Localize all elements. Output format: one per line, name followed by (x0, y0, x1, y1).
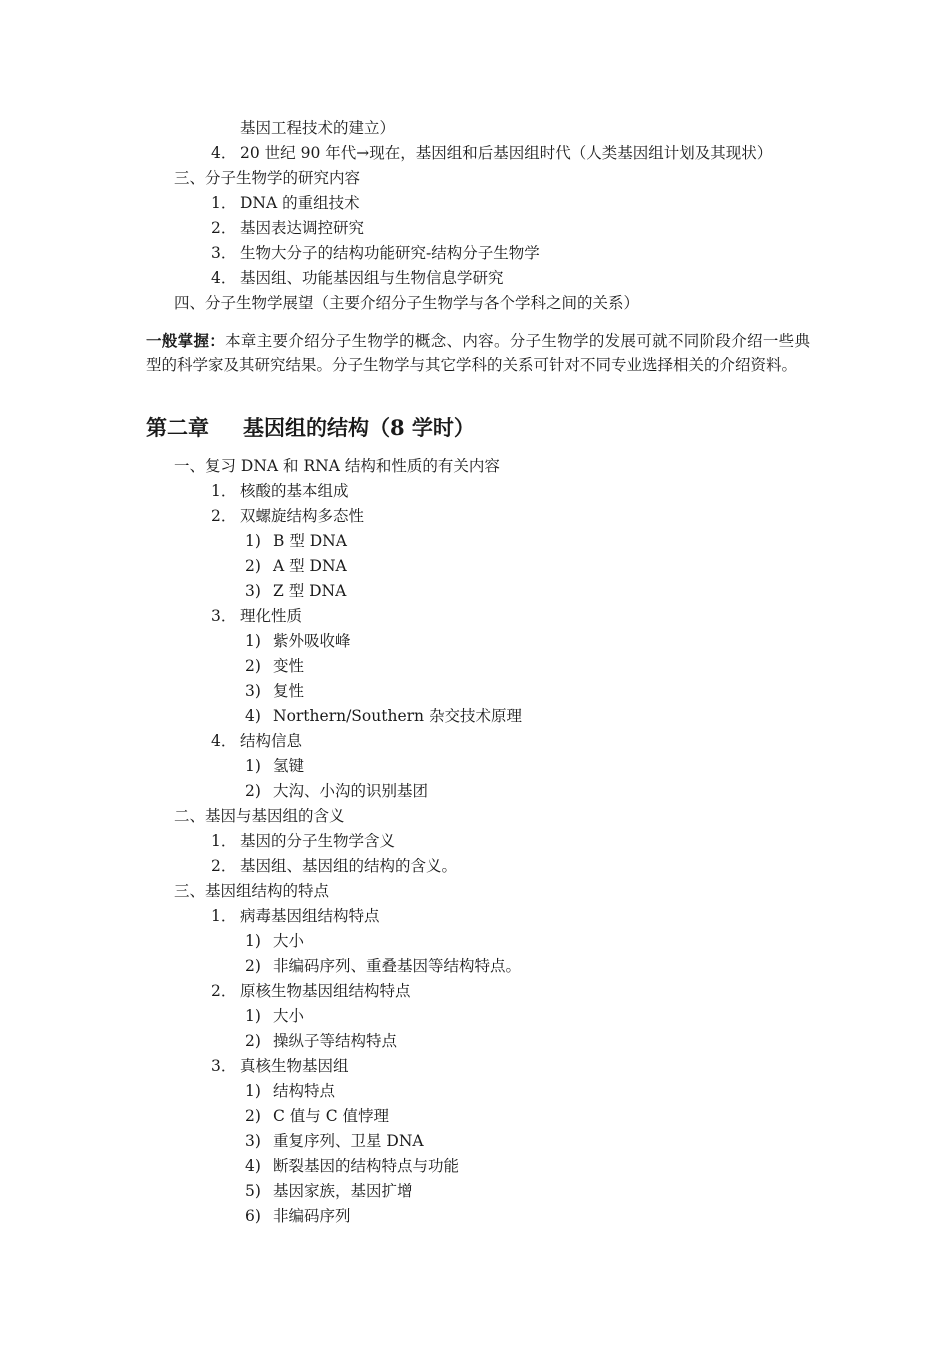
sub-number: 2) (245, 657, 261, 675)
sub-number: 1) (245, 532, 261, 550)
sub-number: 2) (245, 957, 261, 975)
section-heading: 一、复习 DNA 和 RNA 结构和性质的有关内容 (174, 457, 500, 475)
item-text: 理化性质 (240, 607, 303, 625)
sub-item (245, 1081, 335, 1101)
sub-text: 结构特点 (273, 1082, 336, 1100)
summary-text: 本章主要介绍分子生物学的概念、内容。分子生物学的发展可就不同阶段介绍一些典型的科学家及其研究结果。分子生物学与其它学科的关系可针对不同专业选择相关的介绍资料。 (146, 332, 810, 374)
continuation-line: 基因工程技术的建立） (240, 119, 396, 137)
item-text: 双螺旋结构多态性 (240, 507, 365, 525)
item-text: 原核生物基因组结构特点 (240, 982, 411, 1000)
summary-paragraph (146, 329, 810, 377)
chapter-name: 基因组的结构（8 学时） (243, 415, 475, 440)
sub-item (245, 681, 304, 701)
item-text: 结构信息 (240, 732, 303, 750)
item-text: 真核生物基因组 (240, 1057, 349, 1075)
sub-text: C 值与 C 值悖理 (273, 1107, 390, 1125)
list-item (211, 1056, 349, 1076)
sub-item (245, 531, 347, 551)
item-number: 4． (211, 144, 237, 162)
sub-item (245, 1131, 424, 1151)
sub-item (245, 1181, 413, 1201)
chapter-title (146, 414, 475, 442)
sub-item (245, 781, 428, 801)
list-item (211, 831, 395, 851)
sub-number: 1) (245, 757, 261, 775)
item-text: 核酸的基本组成 (240, 482, 349, 500)
sub-item (245, 756, 304, 776)
sub-text: 操纵子等结构特点 (273, 1032, 398, 1050)
sub-text: 基因家族，基因扩增 (273, 1182, 413, 1200)
list-item (211, 731, 302, 751)
section-heading: 四、分子生物学展望（主要介绍分子生物学与各个学科之间的关系） (174, 294, 640, 312)
sub-number: 1) (245, 932, 261, 950)
sub-text: Northern/Southern 杂交技术原理 (273, 707, 522, 725)
sub-text: 断裂基因的结构特点与功能 (273, 1157, 460, 1175)
item-number: 1． (211, 194, 237, 212)
sub-number: 3) (245, 1132, 261, 1150)
sub-number: 1) (245, 1082, 261, 1100)
section-heading: 三、分子生物学的研究内容 (174, 169, 361, 187)
item-text: 20 世纪 90 年代→现在，基因组和后基因组时代（人类基因组计划及其现状） (240, 144, 773, 162)
item-text: 生物大分子的结构功能研究-结构分子生物学 (240, 244, 540, 262)
item-number: 2． (211, 507, 237, 525)
sub-text: 复性 (273, 682, 305, 700)
item-number: 2． (211, 219, 237, 237)
sub-number: 6) (245, 1207, 261, 1225)
item-number: 3． (211, 607, 237, 625)
sub-item (245, 556, 347, 576)
item-number: 1． (211, 832, 237, 850)
sub-number: 4) (245, 1157, 261, 1175)
sub-item (245, 581, 346, 601)
sub-text: 非编码序列 (273, 1207, 351, 1225)
list-item (211, 981, 411, 1001)
item-number: 2． (211, 982, 237, 1000)
sub-item (245, 631, 351, 651)
section-heading: 二、基因与基因组的含义 (174, 807, 345, 825)
list-item (211, 481, 349, 501)
sub-number: 2) (245, 1107, 261, 1125)
chapter-number: 第二章 (146, 415, 209, 440)
list-item (211, 506, 364, 526)
sub-text: Z 型 DNA (273, 582, 347, 600)
sub-item (245, 1006, 304, 1026)
summary-label: 一般掌握： (146, 331, 226, 350)
sub-item (245, 656, 304, 676)
item-text: 基因组、基因组的结构的含义。 (240, 857, 458, 875)
sub-item (245, 1106, 389, 1126)
list-item (211, 268, 504, 288)
item-text: 基因组、功能基因组与生物信息学研究 (240, 269, 504, 287)
sub-item (245, 956, 521, 976)
sub-number: 5) (245, 1182, 261, 1200)
list-item (211, 856, 457, 876)
item-number: 4． (211, 269, 237, 287)
sub-number: 2) (245, 782, 261, 800)
item-text: DNA 的重组技术 (240, 194, 360, 212)
sub-text: 大小 (273, 1007, 305, 1025)
item-number: 1． (211, 907, 237, 925)
item-number: 3． (211, 244, 237, 262)
sub-text: A 型 DNA (273, 557, 347, 575)
list-item (211, 243, 540, 263)
section-heading: 三、基因组结构的特点 (174, 882, 330, 900)
sub-item (245, 1156, 459, 1176)
sub-text: 非编码序列、重叠基因等结构特点。 (273, 957, 522, 975)
sub-item (245, 1031, 397, 1051)
sub-text: 大沟、小沟的识别基团 (273, 782, 429, 800)
sub-number: 3) (245, 682, 261, 700)
sub-text: 紫外吸收峰 (273, 632, 351, 650)
item-text: 基因表达调控研究 (240, 219, 365, 237)
sub-text: 大小 (273, 932, 305, 950)
sub-item (245, 931, 304, 951)
item-text: 基因的分子生物学含义 (240, 832, 396, 850)
item-number: 4． (211, 732, 237, 750)
sub-text: 重复序列、卫星 DNA (273, 1132, 424, 1150)
sub-number: 2) (245, 1032, 261, 1050)
sub-text: 变性 (273, 657, 305, 675)
sub-number: 3) (245, 582, 261, 600)
sub-text: B 型 DNA (273, 532, 347, 550)
sub-item (245, 1206, 351, 1226)
sub-number: 1) (245, 1007, 261, 1025)
sub-number: 1) (245, 632, 261, 650)
list-item (211, 218, 364, 238)
list-item (211, 193, 360, 213)
item-number: 2． (211, 857, 237, 875)
sub-number: 4) (245, 707, 261, 725)
sub-text: 氢键 (273, 757, 305, 775)
sub-item (245, 706, 522, 726)
item-number: 1． (211, 482, 237, 500)
list-item (211, 906, 380, 926)
list-item (211, 606, 302, 626)
list-item (211, 143, 772, 163)
item-number: 3． (211, 1057, 237, 1075)
item-text: 病毒基因组结构特点 (240, 907, 380, 925)
sub-number: 2) (245, 557, 261, 575)
